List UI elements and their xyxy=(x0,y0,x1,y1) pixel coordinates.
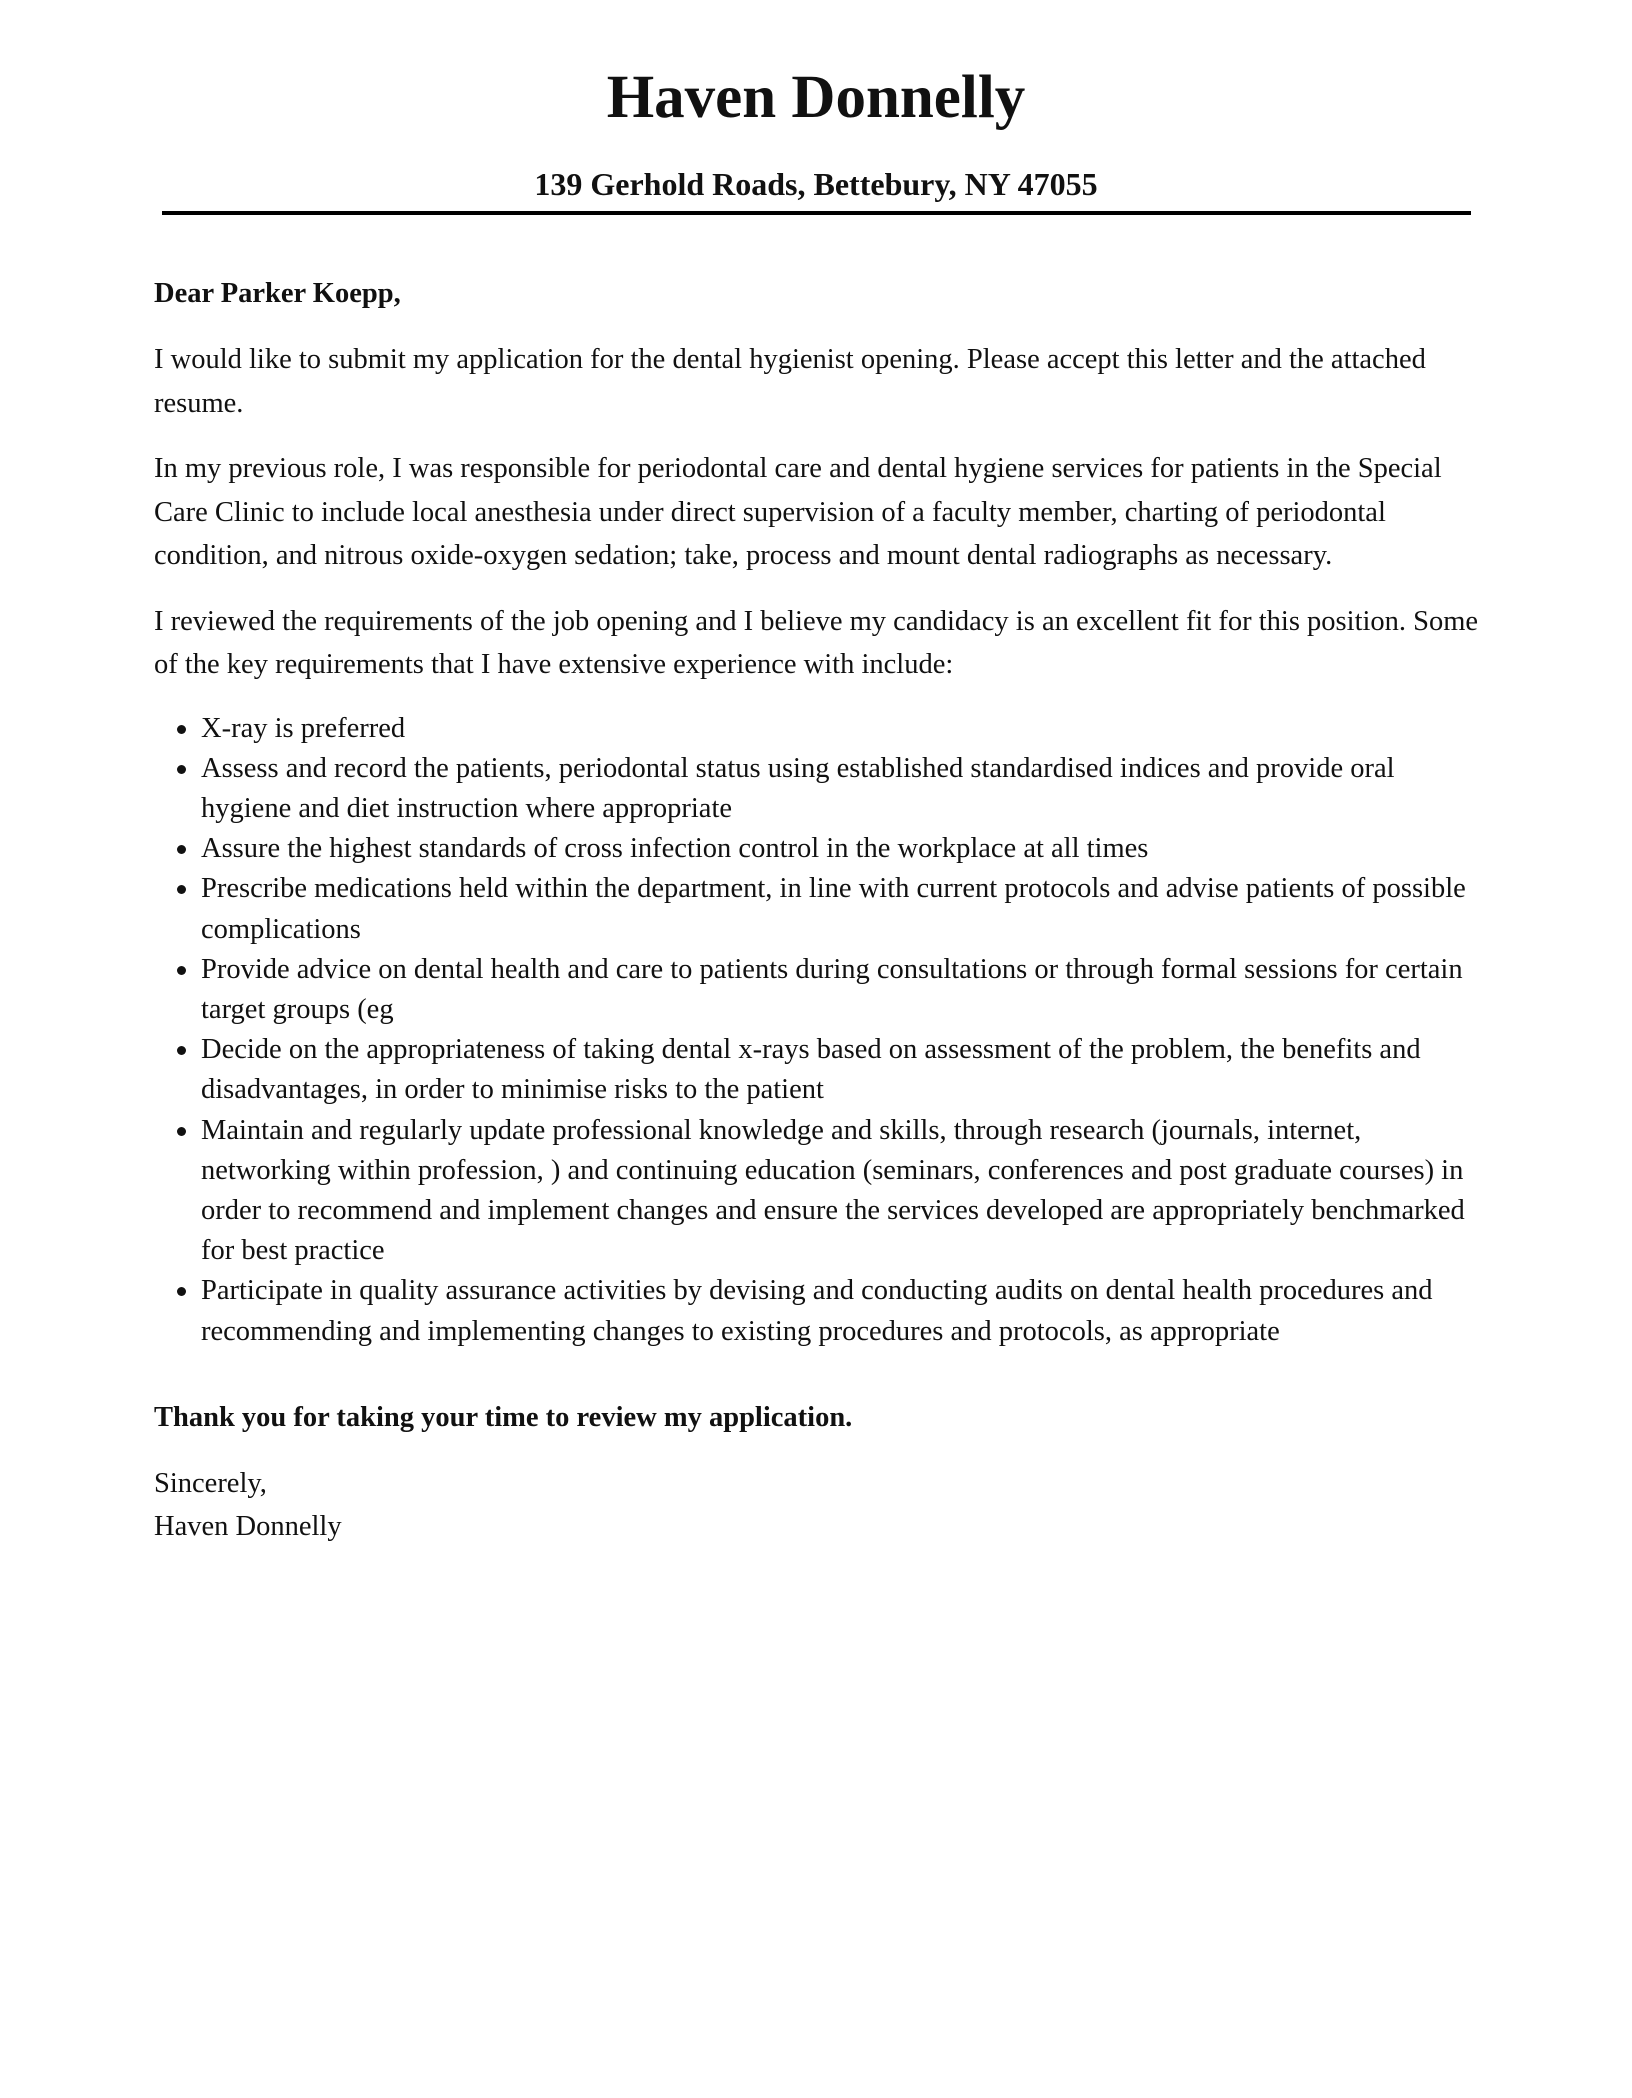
list-item xyxy=(154,829,1484,869)
list-item-text: X-ray is preferred xyxy=(201,712,406,744)
list-item-text: Participate in quality assurance activities by devising and conducting audits on dental health procedures and recommending and implementing changes to existing procedures and protocols, as appropriate xyxy=(201,1275,1433,1347)
letter-body xyxy=(154,272,1484,1549)
applicant-address: 139 Gerhold Roads, Bettebury, NY 47055 xyxy=(534,166,1098,202)
bullet-icon xyxy=(177,765,186,774)
requirements-list xyxy=(154,709,1484,1352)
list-item xyxy=(154,950,1484,1030)
salutation: Dear Parker Koepp, xyxy=(154,278,401,309)
closing-line: Thank you for taking your time to review my application. xyxy=(154,1401,853,1433)
bullet-icon xyxy=(177,725,186,734)
bullet-icon xyxy=(177,1046,186,1055)
list-item xyxy=(154,749,1484,829)
requirements-intro-paragraph: I reviewed the requirements of the job opening and I believe my candidacy is an excellent fit for this position. Some of the key requirements that I have extensive experience with include: xyxy=(154,605,1479,680)
list-item xyxy=(154,1271,1484,1351)
bullet-icon xyxy=(177,966,186,975)
list-item xyxy=(154,1111,1484,1272)
bullet-icon xyxy=(177,845,186,854)
signature-name: Haven Donnelly xyxy=(154,1511,342,1543)
list-item-text: Maintain and regularly update professional knowledge and skills, through research (journals, internet, networking within profession, ) and continuing education (seminars, conferences and post graduate courses) in order to recommend and implement changes and ensure the services developed are appropriately benchmarked for best practice xyxy=(201,1114,1465,1267)
intro-paragraph: I would like to submit my application for the dental hygienist opening. Please accept this letter and the attached resume. xyxy=(154,344,1426,419)
applicant-name: Haven Donnelly xyxy=(606,64,1026,131)
bullet-icon xyxy=(177,1287,186,1296)
header-divider xyxy=(162,211,1471,215)
list-item-text: Decide on the appropriateness of taking dental x-rays based on assessment of the problem, the benefits and disadvantages, in order to minimise risks to the patient xyxy=(201,1034,1421,1106)
bullet-icon xyxy=(177,885,186,894)
experience-paragraph: In my previous role, I was responsible for periodontal care and dental hygiene services for patients in the Special Care Clinic to include local anesthesia under direct supervision of a faculty member, charting of periodontal condition, and nitrous oxide-oxygen sedation; take, process and mount dental radiographs as necessary. xyxy=(154,453,1442,571)
list-item-text: Prescribe medications held within the department, in line with current protocols and advise patients of possible complications xyxy=(201,873,1466,945)
bullet-icon xyxy=(177,1127,186,1136)
list-item xyxy=(154,869,1484,949)
list-item xyxy=(154,1030,1484,1110)
list-item-text: Provide advice on dental health and care to patients during consultations or through formal sessions for certain target groups (eg xyxy=(201,953,1463,1025)
list-item xyxy=(154,709,1484,749)
list-item-text: Assure the highest standards of cross infection control in the workplace at all times xyxy=(201,833,1149,865)
signoff: Sincerely, xyxy=(154,1467,267,1499)
list-item-text: Assess and record the patients, periodontal status using established standardised indices and provide oral hygiene and diet instruction where appropriate xyxy=(201,752,1395,824)
